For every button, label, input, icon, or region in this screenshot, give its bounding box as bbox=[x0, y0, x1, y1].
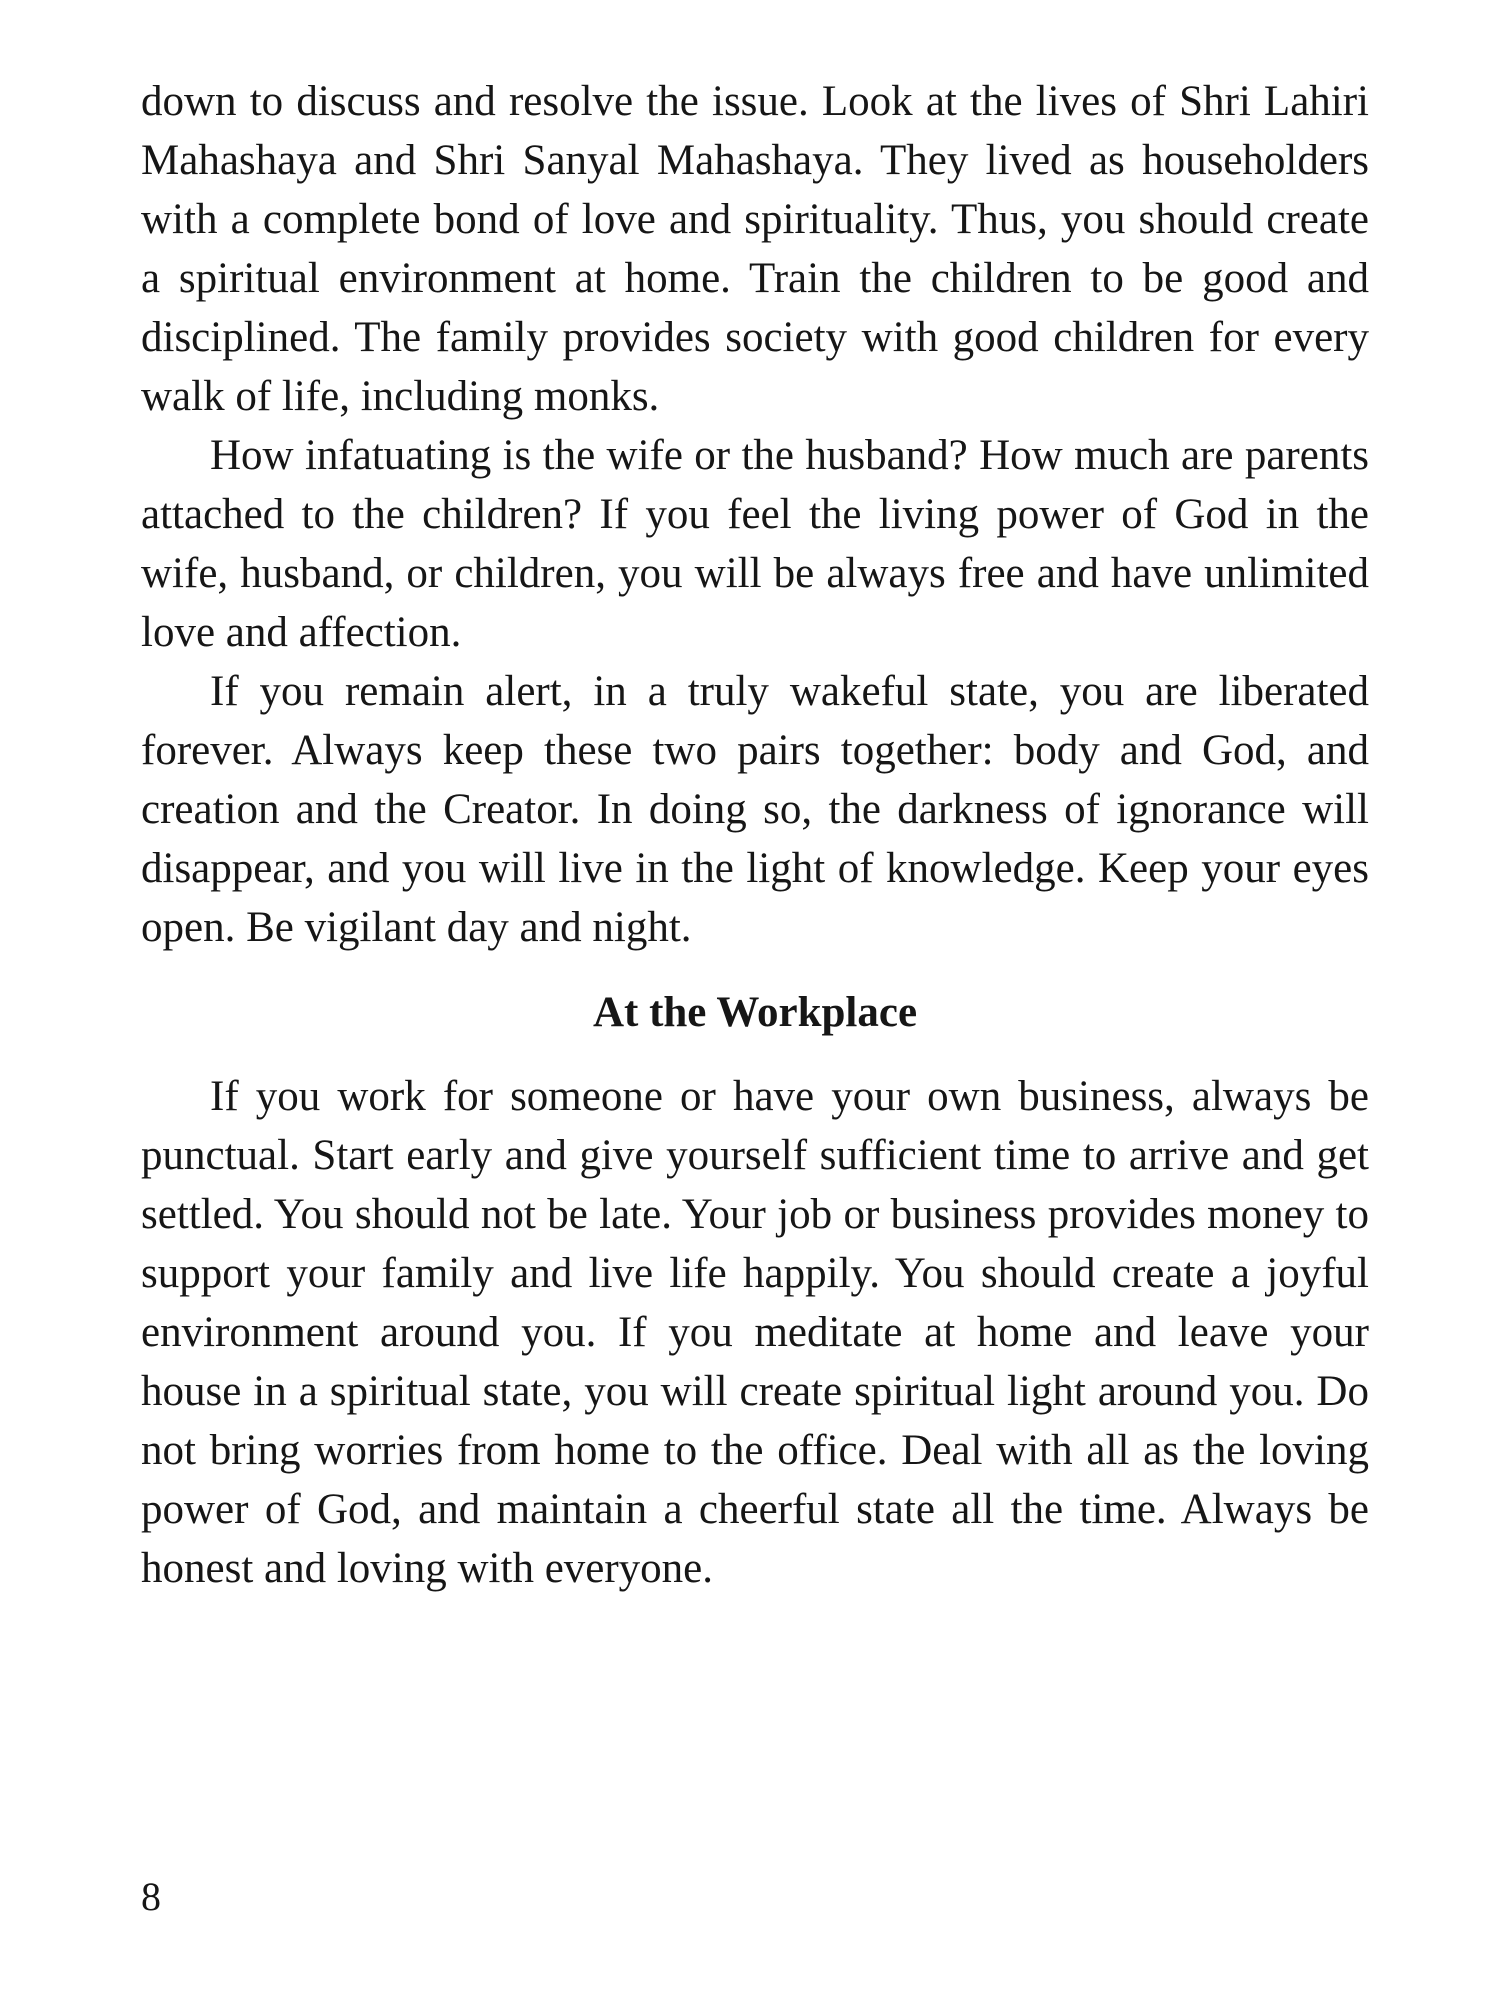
paragraph-alertness: If you remain alert, in a truly wakeful state, you are liberated forever. Always keep these two pairs together: body and God, and creation and the Creator. In doing so, the darkness of ignorance will disappear, and you will live in the light of knowledge. Keep your eyes open. Be vigilant day and night. bbox=[141, 668, 1369, 951]
page-number: 8 bbox=[141, 1874, 161, 1919]
section-heading: At the Workplace bbox=[592, 989, 918, 1036]
paragraph-continuation: down to discuss and resolve the issue. Look at the lives of Shri Lahiri Mahashaya and Shri Sanyal Mahashaya. They lived as householders with a complete bond of love and spirituality. Thus, you should create a spiritual environment at home. Train the children to be good and disciplined. The family provides society with good children for every walk of life, including monks. bbox=[141, 78, 1369, 420]
page-body bbox=[141, 72, 1369, 1598]
paragraph-workplace: If you work for someone or have your own business, always be punctual. Start early and give yourself sufficient time to arrive and get settled. You should not be late. Your job or business provides money to support your family and live life happily. You should create a joyful environment around you. If you meditate at home and leave your house in a spiritual state, you will create spiritual light around you. Do not bring worries from home to the office. Deal with all as the loving power of God, and maintain a cheerful state all the time. Always be honest and loving with everyone. bbox=[141, 1073, 1369, 1592]
paragraph-infatuation: How infatuating is the wife or the husband? How much are parents attached to the children? If you feel the living power of God in the wife, husband, or children, you will be always free and have unlimited love and affection. bbox=[141, 432, 1369, 656]
